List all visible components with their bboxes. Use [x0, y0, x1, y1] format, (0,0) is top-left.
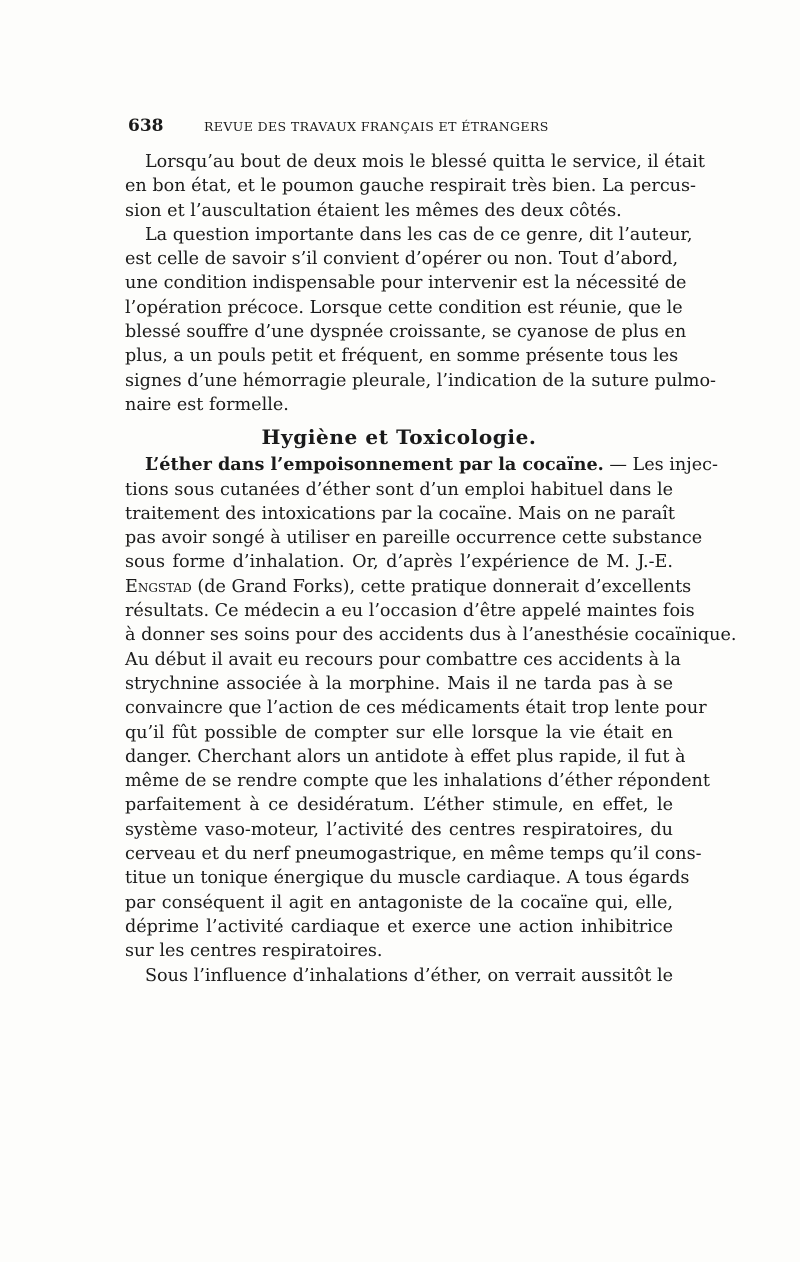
text-line: déprime l’activité cardiaque et exerce une action inhibitrice: [125, 916, 673, 937]
article-title: L’éther dans l’empoisonnement par la cocaïne.: [145, 454, 604, 476]
text-line: sur les centres respiratoires.: [125, 941, 383, 962]
text-line: pas avoir songé à utiliser en pareille occurrence cette substance: [125, 528, 703, 549]
text-line: sous forme d’inhalation. Or, d’après l’expérience de M. J.-E.: [125, 552, 673, 573]
text-line: [125, 575, 692, 599]
text-line: plus, a un pouls petit et fréquent, en somme présente tous les: [125, 346, 679, 367]
text-line: traitement des intoxications par la cocaïne. Mais on ne paraît: [125, 503, 675, 524]
text-line: strychnine associée à la morphine. Mais il ne tarda pas à se: [125, 673, 673, 694]
text-line: résultats. Ce médecin a eu l’occasion d’être appelé maintes fois: [125, 601, 695, 622]
text-line: naire est formelle.: [125, 394, 289, 415]
text-line: tions sous cutanées d’éther sont d’un emploi habituel dans le: [125, 479, 673, 500]
text-line: Au début il avait eu recours pour combattre ces accidents à la: [125, 649, 681, 670]
text-line: système vaso-moteur, l’activité des centres respiratoires, du: [125, 819, 673, 840]
text-line: blessé souffre d’une dyspnée croissante, se cyanose de plus en: [125, 322, 687, 343]
text-line: Lorsqu’au bout de deux mois le blessé quitta le service, il était: [145, 152, 705, 172]
text-line: [125, 453, 718, 477]
text-line: par conséquent il agit en antagoniste de la cocaïne qui, elle,: [125, 892, 673, 913]
section-heading: Hygiène et Toxicologie.: [261, 425, 537, 450]
text-line: à donner ses soins pour des accidents dus à l’anesthésie cocaïnique.: [125, 625, 737, 646]
text-line: cerveau et du nerf pneumogastrique, en même temps qu’il cons-: [125, 844, 702, 865]
text-fragment: — Les injec-: [603, 455, 718, 476]
running-head: [128, 116, 670, 138]
text-line: l’opération précoce. Lorsque cette condition est réunie, que le: [125, 297, 683, 318]
author-name: Engstad: [125, 576, 192, 597]
text-line: sion et l’auscultation étaient les mêmes des deux côtés.: [125, 200, 622, 221]
text-line: La question importante dans les cas de ce genre, dit l’auteur,: [145, 224, 693, 245]
body-text: [125, 150, 737, 988]
text-line: parfaitement à ce desidératum. L’éther stimule, en effet, le: [125, 795, 673, 816]
text-line: qu’il fût possible de compter sur elle lorsque la vie était en: [125, 722, 673, 743]
text-line: Sous l’influence d’inhalations d’éther, on verrait aussitôt le: [145, 965, 673, 986]
text-line: une condition indispensable pour intervenir est la nécessité de: [125, 273, 687, 294]
text-line: en bon état, et le poumon gauche respirait très bien. La percus-: [125, 176, 696, 197]
text-line: convaincre que l’action de ces médicaments était trop lente pour: [125, 698, 707, 719]
text-line: est celle de savoir s’il convient d’opérer ou non. Tout d’abord,: [125, 249, 679, 270]
text-fragment: (de Grand Forks), cette pratique donnerait d’excellents: [191, 576, 692, 597]
text-line: même de se rendre compte que les inhalations d’éther répondent: [125, 771, 710, 792]
page-number: 638: [128, 116, 164, 136]
running-title: REVUE DES TRAVAUX FRANÇAIS ET ÉTRANGERS: [204, 119, 549, 134]
text-line: titue un tonique énergique du muscle cardiaque. A tous égards: [125, 868, 690, 889]
text-line: danger. Cherchant alors un antidote à effet plus rapide, il fut à: [125, 746, 686, 767]
text-line: signes d’une hémorragie pleurale, l’indication de la suture pulmo-: [125, 370, 716, 391]
